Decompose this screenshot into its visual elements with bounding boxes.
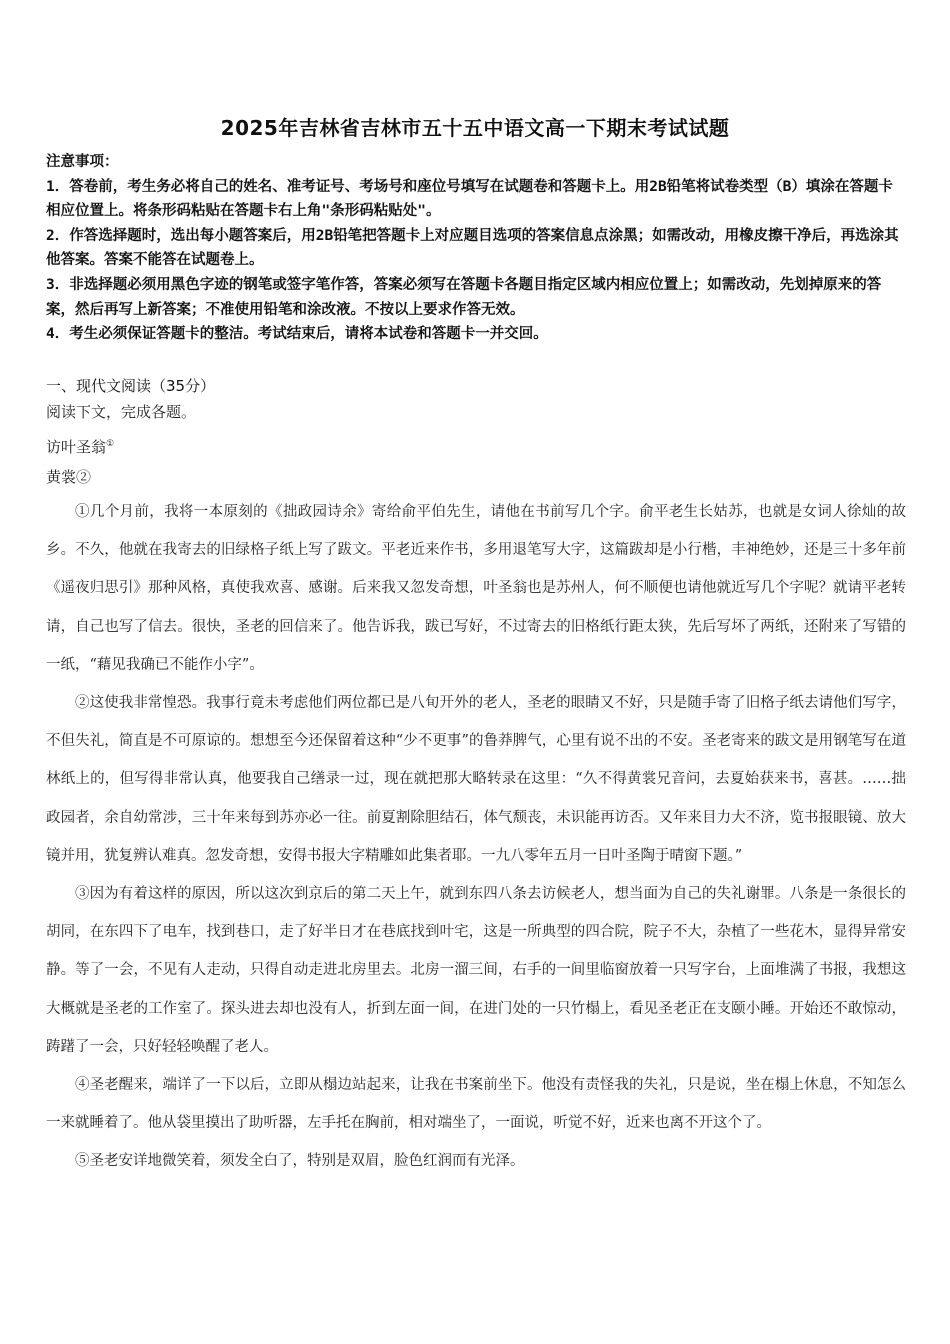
article-title <box>46 432 906 459</box>
article-title-footnote-mark: ① <box>106 439 115 449</box>
notice-item-4: 4．考生必须保证答题卡的整洁。考试结束后，请将本试卷和答题卡一并交回。 <box>46 326 548 343</box>
section-heading: 一、现代文阅读（35分） <box>46 377 216 395</box>
article-paragraph-5: ⑤圣老安详地微笑着，须发全白了，特别是双眉，脸色红润而有光泽。 <box>75 1153 525 1170</box>
article-title-text: 访叶圣翁 <box>46 438 107 456</box>
article-paragraph-4: ④圣老醒来，端详了一下以后，立即从榻边站起来，让我在书案前坐下。他没有责怪我的失礼，只是说，坐在榻上休息，不知怎么一来就睡着了。他从袋里摸出了助听器，左手托在胸前，相对端坐了，一面说，听觉不好，近来也离不开这个了。 <box>46 1077 906 1132</box>
article-paragraph-2: ②这使我非常惶恐。我事行竟未考虑他们两位都已是八旬开外的老人，圣老的眼睛又不好，只是随手寄了旧格子纸去请他们写字，不但失礼，简直是不可原谅的。想想至今还保留着这种“少不更事”的鲁莽脾气，心里有说不出的不安。圣老寄来的跋文是用钢笔写在道林纸上的，但写得非常认真，他要我自己缮录一过，现在就把那大略转录在这里：“久不得黄裳兄音问，去夏始获来书，喜甚。……拙政园者，余自幼常涉，三十年来每到苏亦必一往。前夏割除胆结石，体气颓丧，未识能再访否。又年来目力大不济，览书报眼镜、放大镜并用，犹复辨认难真。忽发奇想，安得书报大字精雕如此集者耶。一九八零年五月一日叶圣陶于晴窗下题。” <box>46 695 906 864</box>
article-author: 黄裳② <box>46 468 92 486</box>
notice-item-1: 1．答卷前，考生务必将自己的姓名、准考证号、考场号和座位号填写在试题卷和答题卡上。用2B铅笔将试卷类型（B）填涂在答题卡相应位置上。将条形码粘贴在答题卡右上角"条形码粘贴处"。 <box>46 178 893 220</box>
notice-block <box>46 150 906 347</box>
article-paragraph-1: ①几个月前，我将一本原刻的《拙政园诗余》寄给俞平伯先生，请他在书前写几个字。俞平老生长姑苏，也就是女词人徐灿的故乡。不久，他就在我寄去的旧绿格子纸上写了跋文。平老近来作书，多用退笔写大字，这篇跋却是小行楷，丰神绝妙，还是三十多年前《遥夜归思引》那种风格，真使我欢喜、感谢。后来我又忽发奇想，叶圣翁也是苏州人，何不顺便也请他就近写几个字呢？就请平老转请，自己也写了信去。很快，圣老的回信来了。他告诉我，跋已写好，不过寄去的旧格纸行距太狭，先后写坏了两纸，还附来了写错的一纸，“藉见我确已不能作小字”。 <box>46 504 906 673</box>
notice-item-3: 3．非选择题必须用黑色字迹的钢笔或签字笔作答，答案必须写在答题卡各题目指定区域内相应位置上；如需改动，先划掉原来的答案，然后再写上新答案；不准使用铅笔和涂改液。不按以上要求作答无效。 <box>46 276 882 318</box>
article-body <box>46 493 906 1181</box>
notice-heading: 注意事项： <box>46 154 119 170</box>
reading-instruction: 阅读下文，完成各题。 <box>46 403 197 421</box>
article-paragraph-3: ③因为有着这样的原因，所以这次到京后的第二天上午，就到东四八条去访候老人，想当面为自己的失礼谢罪。八条是一条很长的胡同，在东四下了电车，找到巷口，走了好半日才在巷底找到叶宅，这是一所典型的四合院，院子不大，杂植了一些花木，显得异常安静。等了一会，不见有人走动，只得自动走进北房里去。北房一溜三间，右手的一间里临窗放着一只写字台，上面堆满了书报，我想这大概就是圣老的工作室了。探头进去却也没有人，折到左面一间，在进门处的一只竹榻上，看见圣老正在支颐小睡。开始还不敢惊动，踌躇了一会，只好轻轻唤醒了老人。 <box>46 886 906 1055</box>
page-title: 2025年吉林省吉林市五十五中语文高一下期末考试试题 <box>220 116 730 140</box>
notice-item-2: 2．作答选择题时，选出每小题答案后，用2B铅笔把答题卡上对应题目选项的答案信息点涂黑；如需改动，用橡皮擦干净后，再选涂其他答案。答案不能答在试题卷上。 <box>46 227 899 269</box>
